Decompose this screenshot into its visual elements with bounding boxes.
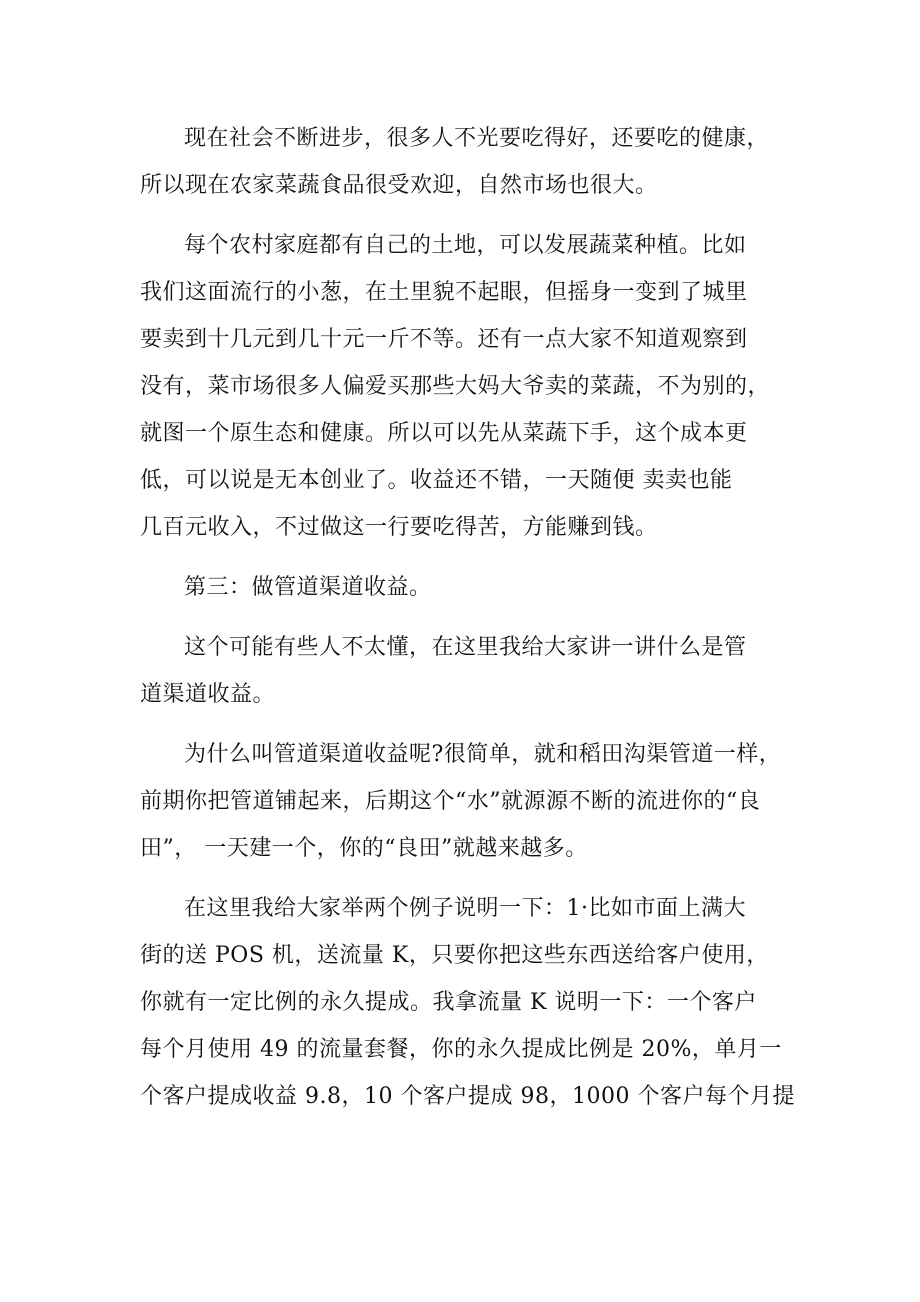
- paragraph: [140, 885, 795, 1120]
- text-line: 就图一个原生态和健康。所以可以先从菜蔬下手，这个成本更: [140, 421, 748, 446]
- text-line: 每个农村家庭都有自己的土地，可以发展蔬菜种植。比如: [184, 233, 747, 258]
- text-line: 你就有一定比例的永久提成。我拿流量 K 说明一下：一个客户: [140, 990, 757, 1015]
- document-body: [140, 115, 795, 1133]
- text-line: 低，可以说是无本创业了。收益还不错，一天随便 卖卖也能: [140, 468, 733, 493]
- text-line: 田”， 一天建一个，你的“良田”就越来越多。: [140, 836, 588, 861]
- text-line: 道渠道收益。: [140, 682, 276, 707]
- text-line: 每个月使用 49 的流量套餐，你的永久提成比例是 20%，单月一: [140, 1037, 782, 1062]
- text-line: 现在社会不断进步，很多人不光要吃得好，还要吃的健康，: [184, 126, 770, 151]
- text-line: 为什么叫管道渠道收益呢?很简单，就和稻田沟渠管道一样，: [184, 742, 782, 767]
- paragraph: [140, 624, 790, 718]
- text-line: 这个可能有些人不太懂，在这里我给大家讲一讲什么是管: [184, 635, 747, 660]
- text-line: 要卖到十几元到几十元一斤不等。还有一点大家不知道观察到: [140, 327, 748, 352]
- text-line: 前期你把管道铺起来，后期这个“水”就源源不断的流进你的“良: [140, 789, 761, 814]
- text-line: 所以现在农家菜蔬食品很受欢迎，自然市场也很大。: [140, 173, 658, 198]
- paragraph: [140, 731, 790, 872]
- paragraph: [140, 222, 790, 551]
- text-line: 街的送 POS 机，送流量 K，只要你把这些东西送给客户使用，: [140, 943, 769, 968]
- paragraph: [140, 564, 790, 611]
- text-line: 我们这面流行的小葱，在土里貌不起眼，但摇身一变到了城里: [140, 280, 748, 305]
- text-line: 个客户提成收益 9.8，10 个客户提成 98，1000 个客户每个月提: [140, 1084, 795, 1109]
- text-line: 第三：做管道渠道收益。: [184, 575, 432, 600]
- text-line: 没有，菜市场很多人偏爱买那些大妈大爷卖的菜蔬，不为别的，: [140, 374, 771, 399]
- paragraph: [140, 115, 790, 209]
- text-line: 在这里我给大家举两个例子说明一下：1·比如市面上满大: [184, 896, 746, 921]
- text-line: 几百元收入，不过做这一行要吃得苦，方能赚到钱。: [140, 515, 658, 540]
